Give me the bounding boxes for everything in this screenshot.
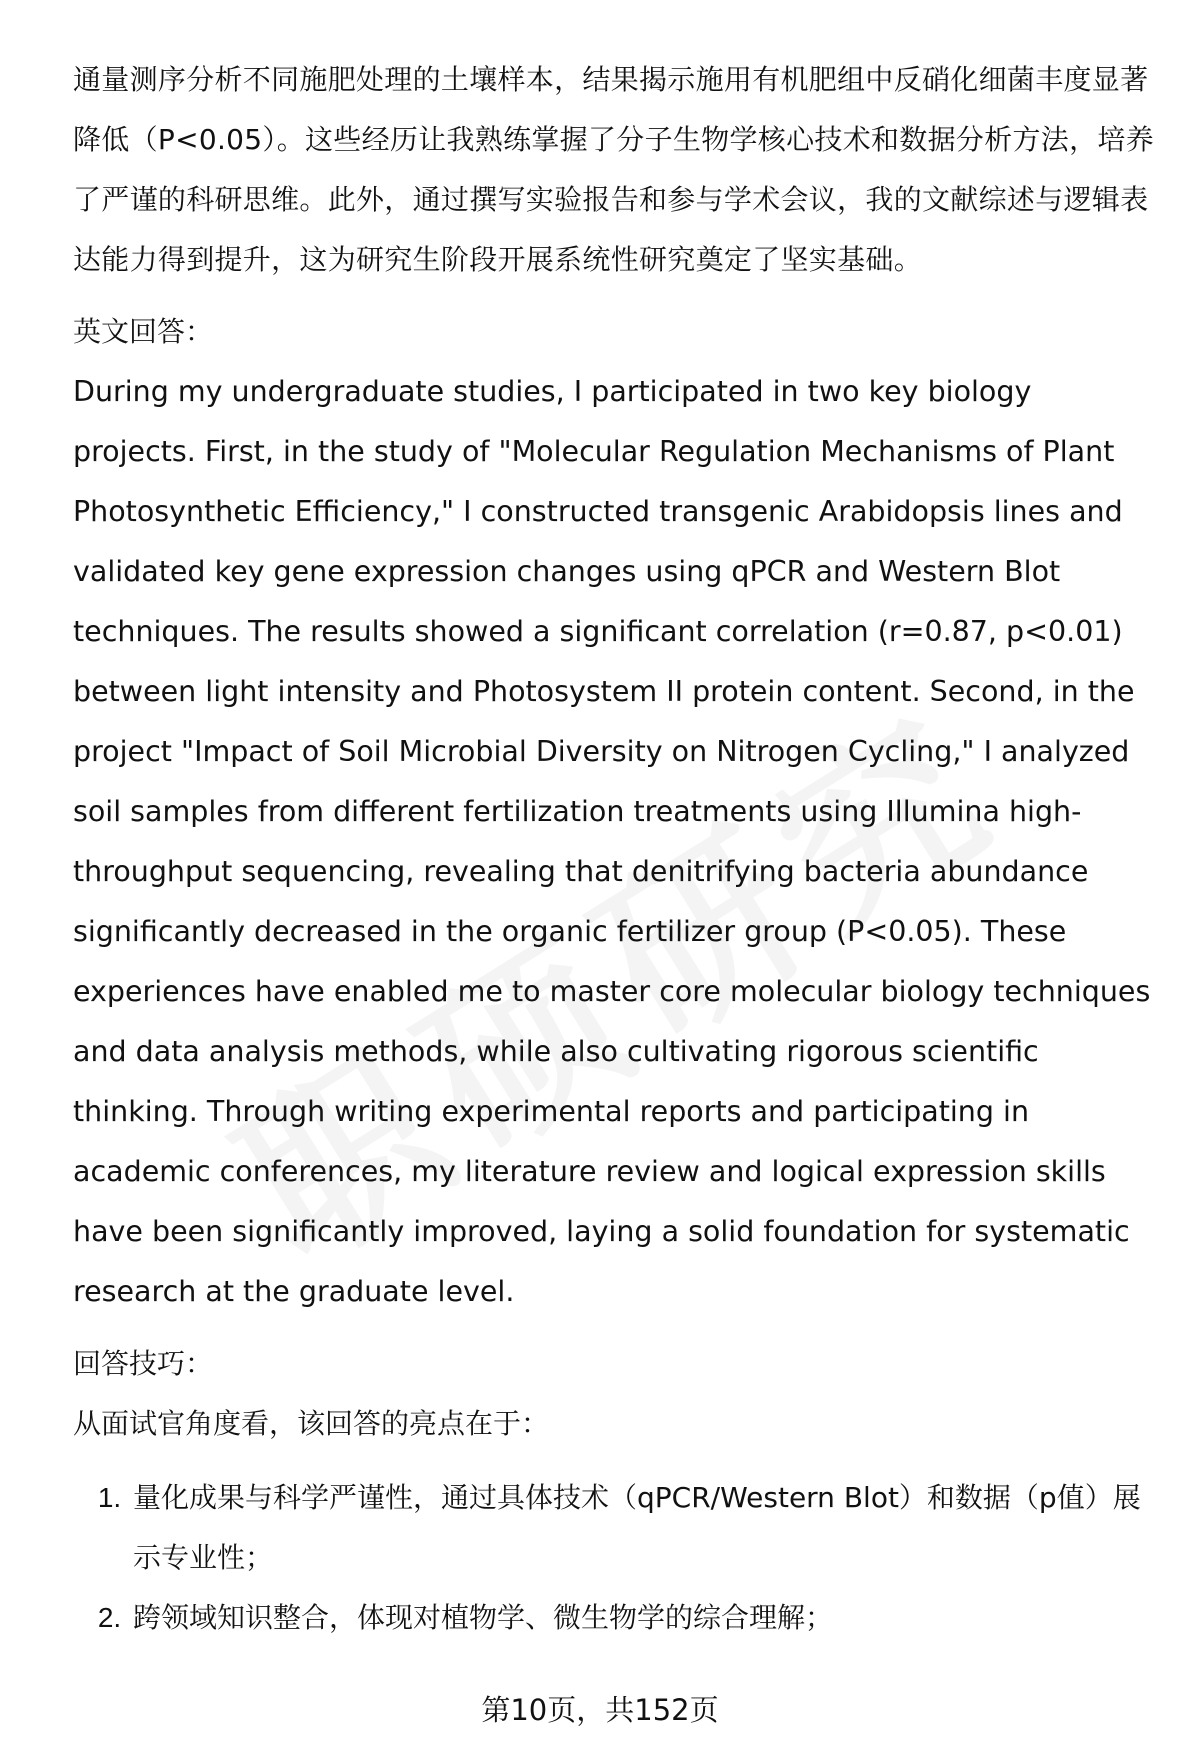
tips-intro: 从面试官角度看，该回答的亮点在于： [73, 1407, 550, 1440]
tip-item: 1. 量化成果与科学严谨性，通过具体技术（qPCR/Western Blot）和数据（p值）展示专业性； [129, 1468, 1163, 1588]
page-indicator: 第10页，共152页 [481, 1693, 719, 1727]
tips-list [73, 1468, 1163, 1648]
tips-label: 回答技巧： [73, 1347, 214, 1380]
tip-item: 2. 跨领域知识整合，体现对植物学、微生物学的综合理解； [129, 1588, 1163, 1648]
intro-paragraph-zh: 通量测序分析不同施肥处理的土壤样本，结果揭示施用有机肥组中反硝化细菌丰度显著降低（P<0.05）。这些经历让我熟练掌握了分子生物学核心技术和数据分析方法，培养了严谨的科研思维。此外，通过撰写实验报告和参与学术会议，我的文献综述与逻辑表达能力得到提升，这为研究生阶段开展系统性研究奠定了坚实基础。 [73, 63, 1154, 276]
english-answer-paragraph: During my undergraduate studies, I participated in two key biology projects. First, in the study of "Molecular Regulation Mechanisms of Plant Photosynthetic Efficiency," I constructed transgenic Arabidopsis lines and validated key gene expression changes using qPCR and Western Blot techniques. The results showed a significant correlation (r=0.87, p<0.01) between light intensity and Photosystem II protein content. Second, in the project "Impact of Soil Microbial Diversity on Nitrogen Cycling," I analyzed soil samples from different fertilization treatments using Illumina high-throughput sequencing, revealing that denitrifying bacteria abundance significantly decreased in the organic fertilizer group (P<0.05). These experiences have enabled me to master core molecular biology techniques and data analysis methods, while also cultivating rigorous scientific thinking. Through writing experimental reports and participating in academic conferences, my literature review and logical expression skills have been significantly improved, laying a solid foundation for systematic research at the graduate level. [73, 375, 1151, 1308]
document-page [73, 50, 1163, 1648]
english-answer-label: 英文回答： [73, 315, 214, 348]
